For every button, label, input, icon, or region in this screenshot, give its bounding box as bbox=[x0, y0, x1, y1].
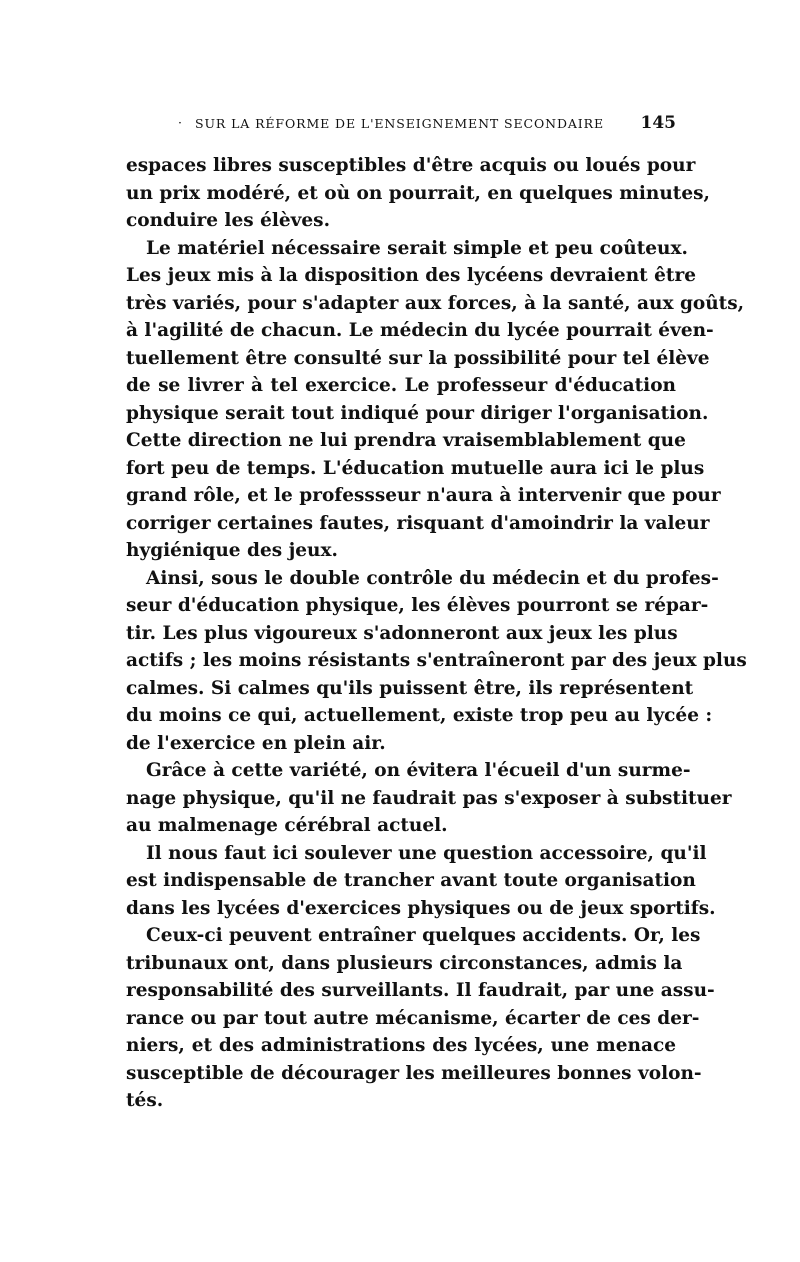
text-line: nage physique, qu'il ne faudrait pas s'exposer à substituer bbox=[126, 787, 732, 809]
text-line: Cette direction ne lui prendra vraisemblablement que bbox=[126, 430, 686, 451]
text-line: niers, et des administrations des lycées, une menace bbox=[126, 1035, 676, 1056]
text-line: seur d'éducation physique, les élèves pourront se répar- bbox=[126, 595, 709, 616]
paragraph bbox=[126, 757, 732, 840]
text-line: de l'exercice en plein air. bbox=[126, 732, 386, 754]
text-line: dans les lycées d'exercices physiques ou de jeux sportifs. bbox=[126, 897, 716, 919]
text-line: un prix modéré, et où on pourrait, en quelques minutes, bbox=[126, 182, 710, 204]
paragraph bbox=[126, 922, 715, 1115]
paragraph bbox=[126, 152, 710, 235]
text-line: Les jeux mis à la disposition des lycéens devraient être bbox=[126, 265, 696, 286]
text-line: au malmenage cérébral actuel. bbox=[126, 815, 448, 836]
text-line: corriger certaines fautes, risquant d'amoindrir la valeur bbox=[126, 512, 710, 534]
text-line: à l'agilité de chacun. Le médecin du lycée pourrait éven- bbox=[126, 320, 714, 341]
text-line: tribunaux ont, dans plusieurs circonstances, admis la bbox=[126, 952, 683, 974]
running-head bbox=[178, 115, 676, 137]
paragraph bbox=[126, 565, 747, 758]
text-line: tuellement être consulté sur la possibilité pour tel élève bbox=[126, 347, 710, 369]
text-line: hygiénique des jeux. bbox=[126, 540, 338, 561]
text-line: tir. Les plus vigoureux s'adonneront aux jeux les plus bbox=[126, 622, 678, 644]
text-line: fort peu de temps. L'éducation mutuelle aura ici le plus bbox=[126, 457, 705, 479]
paragraph bbox=[126, 235, 745, 565]
text-line: physique serait tout indiqué pour diriger l'organisation. bbox=[126, 402, 709, 424]
text-line: Ainsi, sous le double contrôle du médecin et du profes- bbox=[146, 567, 719, 589]
text-line: conduire les élèves. bbox=[126, 210, 331, 231]
text-line: très variés, pour s'adapter aux forces, à la santé, aux goûts, bbox=[126, 292, 745, 314]
text-line: rance ou par tout autre mécanisme, écarter de ces der- bbox=[126, 1007, 700, 1029]
text-line: Il nous faut ici soulever une question accessoire, qu'il bbox=[146, 842, 707, 864]
text-line: de se livrer à tel exercice. Le professeur d'éducation bbox=[126, 375, 676, 396]
paragraph bbox=[126, 840, 716, 923]
text-line: est indispensable de trancher avant toute organisation bbox=[126, 870, 696, 891]
page-number: 145 bbox=[640, 113, 676, 133]
text-line: Ceux-ci peuvent entraîner quelques accidents. Or, les bbox=[146, 925, 701, 946]
text-line: tés. bbox=[126, 1090, 164, 1111]
text-line: calmes. Si calmes qu'ils puissent être, ils représentent bbox=[126, 677, 694, 699]
text-line: actifs ; les moins résistants s'entraîneront par des jeux plus bbox=[126, 650, 747, 671]
running-head-title: SUR LA RÉFORME DE L'ENSEIGNEMENT SECONDAIRE bbox=[195, 116, 604, 131]
text-line: Le matériel nécessaire serait simple et peu coûteux. bbox=[146, 237, 688, 259]
body-text bbox=[126, 152, 747, 1115]
text-line: responsabilité des surveillants. Il faudrait, par une assu- bbox=[126, 980, 715, 1001]
text-line: Grâce à cette variété, on évitera l'écueil d'un surme- bbox=[146, 760, 691, 781]
text-line: grand rôle, et le professseur n'aura à intervenir que pour bbox=[126, 485, 721, 506]
running-head-bullet: · bbox=[178, 115, 183, 130]
text-line: du moins ce qui, actuellement, existe trop peu au lycée : bbox=[126, 705, 713, 726]
text-line: espaces libres susceptibles d'être acquis ou loués pour bbox=[126, 155, 696, 176]
text-line: susceptible de décourager les meilleures bonnes volon- bbox=[126, 1062, 702, 1084]
